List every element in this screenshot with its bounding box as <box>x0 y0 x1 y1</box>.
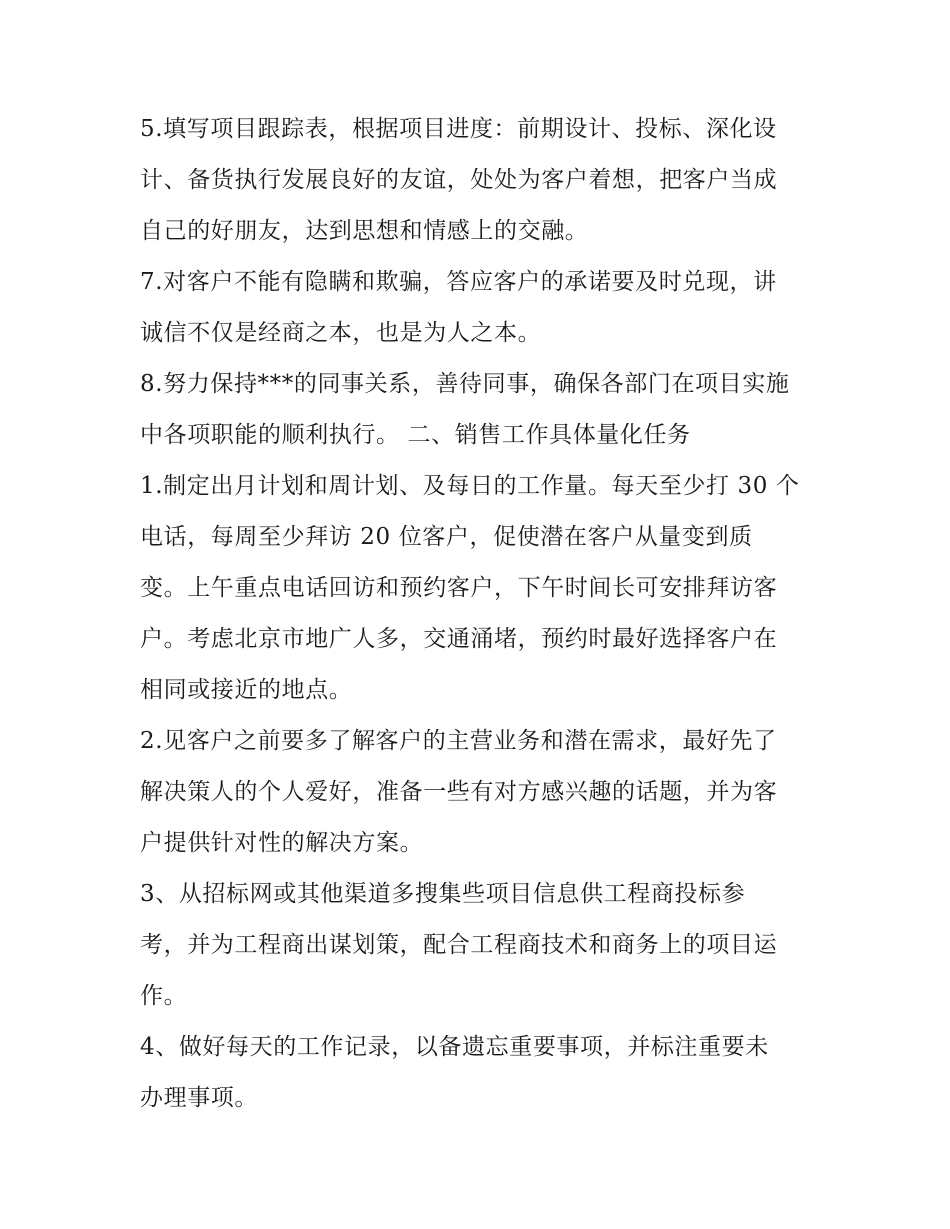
text-line: 考，并为工程商出谋划策，配合工程商技术和商务上的项目运 <box>140 932 778 958</box>
text-line: 中各项职能的顺利执行。 二、销售工作具体量化任务 <box>140 422 691 448</box>
text-line: 诚信不仅是经商之本，也是为人之本。 <box>140 320 542 346</box>
text-line: 户提供针对性的解决方案。 <box>140 830 424 856</box>
text-line: 电话，每周至少拜访 20 位客户，促使潜在客户从量变到质 <box>140 524 753 550</box>
text-line: 相同或接近的地点。 <box>140 677 353 703</box>
text-line: 办理事项。 <box>140 1085 258 1111</box>
text-line: 变。上午重点电话回访和预约客户，下午时间长可安排拜访客 <box>140 575 778 601</box>
text-line: 7.对客户不能有隐瞒和欺骗，答应客户的承诺要及时兑现，讲 <box>140 269 777 295</box>
document-body <box>140 104 820 1124</box>
text-line: 作。 <box>140 983 188 1009</box>
text-line: 解决策人的个人爱好，准备一些有对方感兴趣的话题，并为客 <box>140 779 778 805</box>
text-line: 2.见客户之前要多了解客户的主营业务和潜在需求，最好先了 <box>140 728 777 754</box>
text-line: 3、从招标网或其他渠道多搜集些项目信息供工程商投标参 <box>140 881 746 907</box>
text-line: 计、备货执行发展良好的友谊，处处为客户着想，把客户当成 <box>140 167 778 193</box>
text-line: 自己的好朋友，达到思想和情感上的交融。 <box>140 218 589 244</box>
text-line: 5.填写项目跟踪表，根据项目进度：前期设计、投标、深化设 <box>140 116 777 142</box>
text-line: 4、做好每天的工作记录，以备遗忘重要事项，并标注重要未 <box>140 1034 769 1060</box>
text-line: 1.制定出月计划和周计划、及每日的工作量。每天至少打 30 个 <box>140 473 800 499</box>
text-line: 8.努力保持***的同事关系，善待同事，确保各部门在项目实施 <box>140 371 790 397</box>
text-line: 户。考虑北京市地广人多，交通涌堵，预约时最好选择客户在 <box>140 626 778 652</box>
